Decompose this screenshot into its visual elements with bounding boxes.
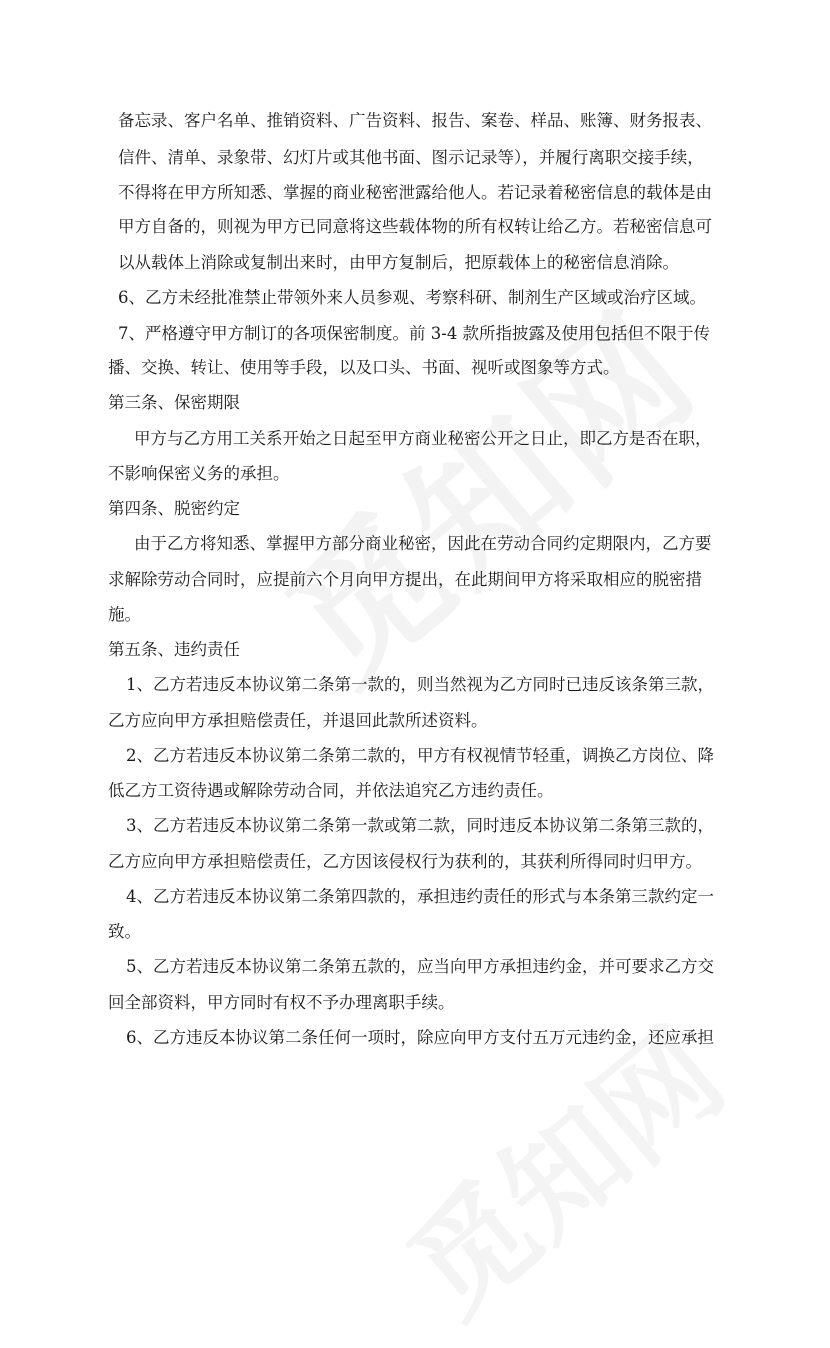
section-heading: 第五条、违约责任 (108, 640, 240, 659)
list-item: 5、乙方若违反本协议第二条第五款的，应当向甲方承担违约金，并可要求乙方交 (126, 957, 714, 976)
list-item: 7、严格遵守甲方制订的各项保密制度。前 3-4 款所指披露及使用包括但不限于传 (118, 324, 711, 343)
text-line: 施。 (108, 605, 141, 624)
text-line: 不得将在甲方所知悉、掌握的商业秘密泄露给他人。若记录着秘密信息的载体是由 (118, 183, 712, 202)
text-line: 甲方与乙方用工关系开始之日起至甲方商业秘密公开之日止，即乙方是否在职， (134, 429, 712, 448)
list-item: 6、乙方未经批准禁止带领外来人员参观、考察科研、制剂生产区域或治疗区域。 (118, 288, 706, 307)
list-item: 4、乙方若违反本协议第二条第四款的，承担违约责任的形式与本条第三款约定一 (126, 887, 714, 906)
text-line: 由于乙方将知悉、掌握甲方部分商业秘密，因此在劳动合同约定期限内，乙方要 (134, 534, 712, 553)
text-line: 低乙方工资待遇或解除劳动合同，并依法追究乙方违约责任。 (108, 781, 554, 800)
text-line: 求解除劳动合同时，应提前六个月向甲方提出，在此期间甲方将采取相应的脱密措 (108, 570, 702, 589)
section-heading: 第三条、保密期限 (108, 393, 240, 412)
text-line: 不影响保密义务的承担。 (108, 464, 290, 483)
text-line: 乙方应向甲方承担赔偿责任，乙方因该侵权行为获利的，其获利所得同时归甲方。 (108, 852, 702, 871)
text-line: 备忘录、客户名单、推销资料、广告资料、报告、案卷、样品、账簿、财务报表、 (118, 111, 712, 130)
text-line: 乙方应向甲方承担赔偿责任，并退回此款所述资料。 (108, 711, 488, 730)
text-line: 播、交换、转让、使用等手段，以及口头、书面、视听或图象等方式。 (108, 358, 620, 377)
list-item: 2、乙方若违反本协议第二条第二款的，甲方有权视情节轻重，调换乙方岗位、降 (126, 746, 714, 765)
text-line: 信件、清单、录象带、幻灯片或其他书面、图示记录等），并履行离职交接手续， (118, 148, 704, 167)
list-item: 1、乙方若违反本协议第二条第一款的，则当然视为乙方同时已违反该条第三款， (126, 675, 714, 694)
list-item: 3、乙方若违反本协议第二条第一款或第二款，同时违反本协议第二条第三款的， (126, 816, 714, 835)
text-line: 回全部资料，甲方同时有权不予办理离职手续。 (108, 993, 455, 1012)
text-line: 甲方自备的，则视为甲方已同意将这些载体物的所有权转让给乙方。若秘密信息可 (118, 217, 712, 236)
text-line: 致。 (108, 922, 141, 941)
section-heading: 第四条、脱密约定 (108, 499, 240, 518)
text-line: 以从载体上消除或复制出来时，由甲方复制后，把原载体上的秘密信息消除。 (118, 253, 679, 272)
list-item: 6、乙方违反本协议第二条任何一项时，除应向甲方支付五万元违约金，还应承担 (126, 1028, 714, 1047)
